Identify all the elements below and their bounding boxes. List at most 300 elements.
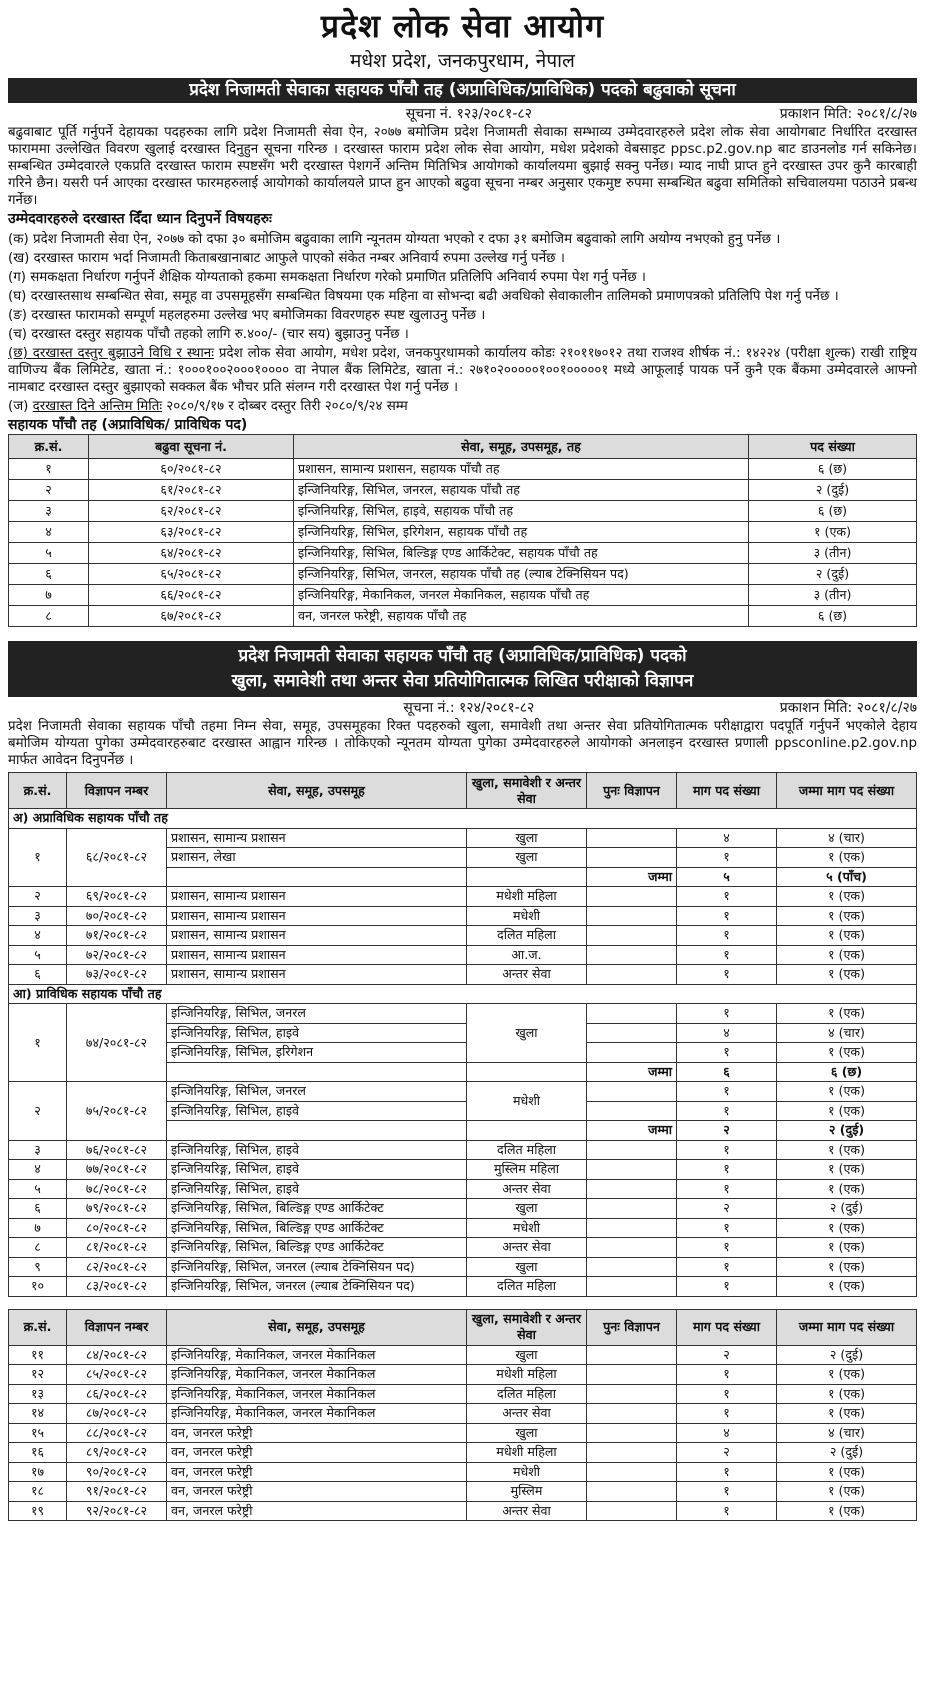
category-cell: दलित महिला (467, 1384, 587, 1404)
instruction-item-gha: (घ) दरखास्तसाथ सम्बन्धित सेवा, समूह वा उपसमूहसँग सम्बन्धित विषयमा एक महिना वा सोभन्दा बढी अवधिको सेवाकालीन तालिमको प्रमाणपत्रको प्रतिलिपि पेश गर्नु पर्नेछ । (8, 289, 839, 304)
table-row (9, 480, 917, 501)
category-cell: खुला (467, 1345, 587, 1365)
post-count-cell: ६ (छ) (749, 606, 917, 627)
serial-cell: ४ (9, 926, 67, 946)
total-demand-cell: १ (एक) (777, 1238, 917, 1258)
table-header-row (9, 773, 917, 809)
category-cell: अन्तर सेवा (467, 1404, 587, 1424)
total-demand-cell: १ (एक) (777, 1404, 917, 1424)
instruction-item-cha: (च) दरखास्त दस्तुर सहायक पाँचौ तहको लागि रु.४००/- (चार सय) बुझाउनु पर्नेछ । (8, 327, 409, 342)
demand-count-cell: १ (677, 926, 777, 946)
demand-count-cell: १ (677, 1140, 777, 1160)
readvertisement-cell (587, 1140, 677, 1160)
serial-cell: १८ (9, 1482, 67, 1502)
advertisement-number-cell: ७७/२०८१-८२ (67, 1160, 167, 1180)
total-demand-cell: १ (एक) (777, 1004, 917, 1024)
advertisement-number-cell: ६८/२०८१-८२ (67, 828, 167, 887)
demand-count-cell: २ (677, 1199, 777, 1219)
advertisement-number-cell: ८०/२०८१-८२ (67, 1218, 167, 1238)
column-header: खुला, समावेशी र अन्तर सेवा (467, 773, 587, 809)
service-group-cell: वन, जनरल फरेष्ट्री (167, 1443, 467, 1463)
readvertisement-cell (587, 1443, 677, 1463)
table-row (9, 585, 917, 606)
total-demand-cell: १ (एक) (777, 965, 917, 985)
total-demand-cell: १ (एक) (777, 1257, 917, 1277)
demand-count-cell: २ (677, 1443, 777, 1463)
demand-count-cell: १ (677, 887, 777, 907)
table-row (9, 1443, 917, 1463)
total-demand-cell: १ (एक) (777, 1218, 917, 1238)
readvertisement-cell (587, 1277, 677, 1297)
demand-count-cell: ४ (677, 1023, 777, 1043)
demand-count-cell: १ (677, 965, 777, 985)
column-header: जम्मा माग पद संख्या (777, 773, 917, 809)
instruction-item-chha (8, 345, 917, 396)
notice-number-cell: ६७/२०८१-८२ (89, 606, 294, 627)
advertisement-number-cell: ७०/२०८१-८२ (67, 906, 167, 926)
readvertisement-cell (587, 887, 677, 907)
table-row (9, 1179, 917, 1199)
notice1-meta (8, 105, 917, 124)
category-cell: खुला (467, 848, 587, 868)
readvertisement-cell (587, 945, 677, 965)
commission-title: प्रदेश लोक सेवा आयोग (320, 7, 605, 45)
service-group-cell: इन्जिनियरिङ्ग, सिभिल, हाइवे (167, 1160, 467, 1180)
total-demand-cell: १ (एक) (777, 926, 917, 946)
total-sum-cell: ५ (पाँच) (777, 867, 917, 887)
notice-number-cell: ६०/२०८१-८२ (89, 459, 294, 480)
instruction-item-ga: (ग) समकक्षता निर्धारण गर्नुपर्ने शैक्षिक योग्यताको हकमा समकक्षता निर्धारण गरेको प्रमाणित प्रतिलिपि अनिवार्य रुपमा पेश गर्नु पर्नेछ । (8, 270, 646, 285)
column-header: माग पद संख्या (677, 773, 777, 809)
service-group-cell: वन, जनरल फरेष्ट्री, सहायक पाँचौ तह (294, 606, 749, 627)
demand-count-cell: १ (677, 1384, 777, 1404)
empty-cell (467, 867, 587, 887)
demand-count-cell: १ (677, 1160, 777, 1180)
notice1-number: सूचना नं. १२३/२०८१-८२ (405, 106, 532, 122)
serial-cell: ५ (9, 945, 67, 965)
table-row (9, 1082, 917, 1102)
readvertisement-cell (587, 1257, 677, 1277)
advertisement-banner-line2: खुला, समावेशी तथा अन्तर सेवा प्रतियोगितात्मक लिखित परीक्षाको विज्ञापन (231, 671, 694, 691)
column-header: पद संख्या (749, 435, 917, 459)
demand-count-cell: १ (677, 1004, 777, 1024)
readvertisement-cell (587, 1238, 677, 1258)
notice1-intro: बढुवाबाट पूर्ति गर्नुपर्ने देहायका पदहरुका लागि प्रदेश निजामती सेवा ऐन, २०७७ बमोजिम प्रदेश निजामती सेवाका सम्भाव्य उम्मेदवारहरुले प्रदेश लोक सेवा आयोगबाट निर्धारित दरखास्त फाराममा उल्लेखित विवरण खुलाई दरखास्त दिनुहुन सूचना गरिन्छ । दरखास्त फाराम प्रदेश लोक सेवा आयोग, मधेश प्रदेशको वेबसाइट ppsc.p2.gov.np बाट डाउनलोड गर्न सकिनेछ। सम्बन्धित उम्मेदवारले एकप्रति दरखास्त फाराम स्पष्टसँग भरी दरखास्त पेशगर्ने अन्तिम मितिभित्र आयोगको कार्यालयमा बुझाई सक्नु पर्नेछ। म्याद नाघी प्राप्त हुने दरखास्त उपर कुनै कारबाही गरिने छैन। यसरी पर्न आएका दरखास्त फारमहरुलाई आयोगको कार्यालयले प्राप्त हुन आएको बढुवा सूचना नम्बर अनुसार एकमुष्ट रुपमा सम्बन्धित बढुवा समितिको सचिवालयमा पठाउने प्रबन्ध गर्नेछ। (8, 125, 917, 208)
category-cell: आ.ज. (467, 945, 587, 965)
total-demand-cell: २ (677, 1121, 777, 1141)
service-group-cell: प्रशासन, सामान्य प्रशासन (167, 926, 467, 946)
category-cell: अन्तर सेवा (467, 1179, 587, 1199)
post-count-cell: ३ (तीन) (749, 543, 917, 564)
serial-cell: १३ (9, 1384, 67, 1404)
post-count-cell: ६ (छ) (749, 501, 917, 522)
promotion-notice-banner: प्रदेश निजामती सेवाका सहायक पाँचौ तह (अप्राविधिक/प्राविधिक) पदको बढुवाको सूचना (8, 78, 917, 103)
advertisement-number-cell: ८८/२०८१-८२ (67, 1423, 167, 1443)
service-group-cell: इन्जिनियरिङ्ग, सिभिल, बिल्डिङ्ग एण्ड आर्किटेक्ट (167, 1199, 467, 1219)
category-cell: अन्तर सेवा (467, 1501, 587, 1521)
service-group-cell: वन, जनरल फरेष्ट्री (167, 1482, 467, 1502)
category-cell: मधेशी (467, 906, 587, 926)
advertisement-table (8, 772, 917, 1297)
service-group-cell: प्रशासन, लेखा (167, 848, 467, 868)
table-row (9, 543, 917, 564)
service-group-cell: इन्जिनियरिङ्ग, सिभिल, जनरल, सहायक पाँचौ तह (294, 480, 749, 501)
serial-cell: ९ (9, 1257, 67, 1277)
category-cell: दलित महिला (467, 926, 587, 946)
table-row (9, 522, 917, 543)
total-sum-cell: ६ (छ) (777, 1062, 917, 1082)
readvertisement-cell (587, 1345, 677, 1365)
notice-number-cell: ६२/२०८१-८२ (89, 501, 294, 522)
category-cell: खुला (467, 1423, 587, 1443)
service-group-cell: इन्जिनियरिङ्ग, सिभिल, जनरल (167, 1004, 467, 1024)
serial-cell: ८ (9, 1238, 67, 1258)
serial-cell: १४ (9, 1404, 67, 1424)
total-label-cell: जम्मा (587, 1062, 677, 1082)
serial-cell: १ (9, 828, 67, 887)
service-group-cell: इन्जिनियरिङ्ग, मेकानिकल, जनरल मेकानिकल (167, 1365, 467, 1385)
advertisement-number-cell: ८४/२०८१-८२ (67, 1345, 167, 1365)
column-header: क्र.सं. (9, 773, 67, 809)
serial-cell: २ (9, 887, 67, 907)
service-group-cell: इन्जिनियरिङ्ग, सिभिल, हाइवे, सहायक पाँचौ तह (294, 501, 749, 522)
demand-count-cell: ४ (677, 1423, 777, 1443)
readvertisement-cell (587, 1462, 677, 1482)
total-demand-cell: १ (एक) (777, 1140, 917, 1160)
serial-cell: ११ (9, 1345, 67, 1365)
demand-count-cell: १ (677, 1179, 777, 1199)
serial-cell: २ (9, 1082, 67, 1141)
service-group-cell: इन्जिनियरिङ्ग, सिभिल, जनरल (167, 1082, 467, 1102)
total-demand-cell: १ (एक) (777, 1482, 917, 1502)
deadline-label: दरखास्त दिने अन्तिम मितिः (32, 399, 163, 414)
column-header: खुला, समावेशी र अन्तर सेवा (467, 1309, 587, 1345)
notice2-date: प्रकाशन मिति: २०८१/८/२७ (779, 700, 917, 716)
category-cell: मुस्लिम महिला (467, 1160, 587, 1180)
table-row (9, 1199, 917, 1219)
notice-number-cell: ६१/२०८१-८२ (89, 480, 294, 501)
advertisement-number-cell: ९१/२०८१-८२ (67, 1482, 167, 1502)
demand-count-cell: १ (677, 1257, 777, 1277)
total-sum-cell: २ (दुई) (777, 1121, 917, 1141)
category-cell: मधेशी महिला (467, 1365, 587, 1385)
table-header-row (9, 1309, 917, 1345)
advertisement-number-cell: ७१/२०८१-८२ (67, 926, 167, 946)
total-demand-cell: १ (एक) (777, 1462, 917, 1482)
serial-cell: १५ (9, 1423, 67, 1443)
serial-cell: १ (9, 459, 89, 480)
total-demand-cell: २ (दुई) (777, 1345, 917, 1365)
serial-cell: ६ (9, 564, 89, 585)
readvertisement-cell (587, 1179, 677, 1199)
empty-cell (167, 867, 467, 887)
deadline-text: २०८०/९/१७ र दोब्बर दस्तुर तिरी २०८०/९/२४ सम्म (162, 399, 408, 414)
table-row (9, 1004, 917, 1024)
readvertisement-cell (587, 1423, 677, 1443)
demand-count-cell: १ (677, 1238, 777, 1258)
service-group-cell: वन, जनरल फरेष्ट्री (167, 1501, 467, 1521)
total-demand-cell: १ (एक) (777, 1365, 917, 1385)
group-heading-cell: आ) प्राविधिक सहायक पाँचौ तह (9, 984, 917, 1004)
table-header-row (9, 435, 917, 459)
table-row (9, 1482, 917, 1502)
advertisement-number-cell: ८३/२०८१-८२ (67, 1277, 167, 1297)
readvertisement-cell (587, 1218, 677, 1238)
table-row (9, 1160, 917, 1180)
readvertisement-cell (587, 1004, 677, 1024)
advertisement-banner-line1: प्रदेश निजामती सेवाका सहायक पाँचौ तह (अप्राविधिक/प्राविधिक) पदको (238, 646, 687, 666)
total-demand-cell: ४ (चार) (777, 1423, 917, 1443)
service-group-cell: इन्जिनियरिङ्ग, सिभिल, इरिगेशन, सहायक पाँचौ तह (294, 522, 749, 543)
notice-number-cell: ६६/२०८१-८२ (89, 585, 294, 606)
table-row (9, 945, 917, 965)
total-label-cell: जम्मा (587, 867, 677, 887)
serial-cell: ७ (9, 1218, 67, 1238)
readvertisement-cell (587, 1023, 677, 1043)
readvertisement-cell (587, 926, 677, 946)
category-cell: मुस्लिम (467, 1482, 587, 1502)
total-label-cell: जम्मा (587, 1121, 677, 1141)
table-row (9, 1238, 917, 1258)
empty-cell (467, 1121, 587, 1141)
service-group-cell: प्रशासन, सामान्य प्रशासन (167, 965, 467, 985)
service-group-cell: इन्जिनियरिङ्ग, मेकानिकल, जनरल मेकानिकल (167, 1404, 467, 1424)
demand-count-cell: ४ (677, 828, 777, 848)
service-group-cell: इन्जिनियरिङ्ग, सिभिल, हाइवे (167, 1023, 467, 1043)
advertisement-number-cell: ७९/२०८१-८२ (67, 1199, 167, 1219)
service-group-cell: इन्जिनियरिङ्ग, सिभिल, हाइवे (167, 1101, 467, 1121)
advertisement-number-cell: ७३/२०८१-८२ (67, 965, 167, 985)
service-group-cell: इन्जिनियरिङ्ग, सिभिल, हाइवे (167, 1179, 467, 1199)
table-row (9, 1404, 917, 1424)
empty-cell (167, 1062, 467, 1082)
advertisement-number-cell: ७६/२०८१-८२ (67, 1140, 167, 1160)
category-cell: खुला (467, 828, 587, 848)
instruction-item-kha: (ख) दरखास्त फाराम भर्दा निजामती किताबखानाबाट आफुले पाएको संकेत नम्बर अनिवार्य रुपमा उल्लेख गर्नु पर्नेछ । (8, 251, 565, 266)
notice-number-cell: ६३/२०८१-८२ (89, 522, 294, 543)
demand-count-cell: १ (677, 906, 777, 926)
category-cell: खुला (467, 1199, 587, 1219)
post-count-cell: ३ (तीन) (749, 585, 917, 606)
readvertisement-cell (587, 1101, 677, 1121)
serial-cell: ६ (9, 1199, 67, 1219)
total-demand-cell: १ (एक) (777, 1101, 917, 1121)
serial-cell: ४ (9, 522, 89, 543)
category-cell: मधेशी (467, 1218, 587, 1238)
serial-cell: ३ (9, 906, 67, 926)
readvertisement-cell (587, 1482, 677, 1502)
item-ja-prefix: (ज) (8, 399, 33, 414)
service-group-cell: इन्जिनियरिङ्ग, सिभिल, हाइवे (167, 1140, 467, 1160)
readvertisement-cell (587, 1199, 677, 1219)
service-group-cell: प्रशासन, सामान्य प्रशासन (167, 906, 467, 926)
column-header: विज्ञापन नम्बर (67, 773, 167, 809)
advertisement-number-cell: ७८/२०८१-८२ (67, 1179, 167, 1199)
group-heading-row (9, 809, 917, 829)
service-group-cell: इन्जिनियरिङ्ग, सिभिल, बिल्डिङ्ग एण्ड आर्किटेक्ट (167, 1238, 467, 1258)
demand-count-cell: १ (677, 1082, 777, 1102)
category-cell: अन्तर सेवा (467, 1238, 587, 1258)
service-group-cell: इन्जिनियरिङ्ग, सिभिल, जनरल (ल्याब टेक्निसियन पद) (167, 1257, 467, 1277)
service-group-cell: वन, जनरल फरेष्ट्री (167, 1462, 467, 1482)
readvertisement-cell (587, 1501, 677, 1521)
table-row (9, 1384, 917, 1404)
advertisement-banner (8, 641, 917, 697)
notice-number-cell: ६५/२०८१-८२ (89, 564, 294, 585)
fee-method-text: प्रदेश लोक सेवा आयोग, मधेश प्रदेश, जनकपुरधामको कार्यालय कोडः २१०११७०१२ तथा राजश्व शीर्षक नं.: १४२२४ (परीक्षा शुल्क) राखी राष्ट्रिय वाणिज्य बैंक लिमिटेड, खाता नं.: १०००१००२०००१०००० वा नेपाल बैंक लिमिटेड, खाता नं.: २७१०२०००००१००१०००००१ मध्ये आफूलाई पायक पर्ने कुनै एक बैंकमा उम्मेदवारले आफ्नो नामबाट दरखास्त दस्तुर बुझाएको सक्कल बैंक भौचर प्रति संलग्न गरी दरखास्त पेश गर्नु पर्नेछ । (8, 346, 917, 395)
serial-cell: ५ (9, 1179, 67, 1199)
demand-count-cell: १ (677, 1365, 777, 1385)
serial-cell: ७ (9, 585, 89, 606)
table-row (9, 1218, 917, 1238)
notice2-number: सूचना नं.: १२४/२०८१-८२ (403, 700, 535, 716)
total-demand-cell: ५ (677, 867, 777, 887)
notice1-date: प्रकाशन मिति: २०८१/८/२७ (779, 106, 917, 122)
demand-count-cell: १ (677, 1482, 777, 1502)
total-demand-cell: ६ (677, 1062, 777, 1082)
readvertisement-cell (587, 1160, 677, 1180)
readvertisement-cell (587, 848, 677, 868)
notice2-intro: प्रदेश निजामती सेवाका सहायक पाँचौ तहमा निम्न सेवा, समूह, उपसमूहका रिक्त पदहरुको खुला, समावेशी तथा अन्तर सेवा प्रतियोगितात्मक परीक्षाद्वारा पदपूर्ति गर्नुपर्ने भएकोले देहाय बमोजिम योग्यता पुगेका उम्मेदवारहरुबाट दरखास्त आह्वान गरिन्छ । तोकिएको न्यूनतम योग्यता पुगेका उम्मेदवारहरुले आयोगको अनलाइन दरखास्त प्रणाली ppsconline.p2.gov.np मार्फत आवेदन दिनुपर्नेछ । (8, 719, 917, 768)
serial-cell: १२ (9, 1365, 67, 1385)
column-header: सेवा, समूह, उपसमूह, तह (294, 435, 749, 459)
post-count-cell: २ (दुई) (749, 480, 917, 501)
readvertisement-cell (587, 828, 677, 848)
service-group-cell: इन्जिनियरिङ्ग, सिभिल, जनरल (ल्याब टेक्निसियन पद) (167, 1277, 467, 1297)
total-demand-cell: १ (एक) (777, 1160, 917, 1180)
service-group-cell: इन्जिनियरिङ्ग, सिभिल, जनरल, सहायक पाँचौ तह (ल्याब टेक्निसियन पद) (294, 564, 749, 585)
total-demand-cell: १ (एक) (777, 1384, 917, 1404)
service-group-cell: वन, जनरल फरेष्ट्री (167, 1423, 467, 1443)
commission-address: मधेश प्रदेश, जनकपुरधाम, नेपाल (350, 50, 575, 72)
table-row (9, 828, 917, 848)
demand-count-cell: २ (677, 1345, 777, 1365)
column-header: बढुवा सूचना नं. (89, 435, 294, 459)
readvertisement-cell (587, 906, 677, 926)
post-count-cell: ६ (छ) (749, 459, 917, 480)
table-row (9, 459, 917, 480)
serial-cell: १६ (9, 1443, 67, 1463)
column-header: जम्मा माग पद संख्या (777, 1309, 917, 1345)
table-row (9, 965, 917, 985)
column-header: क्र.सं. (9, 435, 89, 459)
total-demand-cell: १ (एक) (777, 1179, 917, 1199)
advertisement-number-cell: ८५/२०८१-८२ (67, 1365, 167, 1385)
total-demand-cell: १ (एक) (777, 1043, 917, 1063)
readvertisement-cell (587, 1082, 677, 1102)
serial-cell: ३ (9, 1140, 67, 1160)
column-header: विज्ञापन नम्बर (67, 1309, 167, 1345)
advertisement-number-cell: ७२/२०८१-८२ (67, 945, 167, 965)
table-row (9, 1462, 917, 1482)
instruction-item-nga: (ङ) दरखास्त फारामको सम्पूर्ण महलहरुमा उल्लेख भए बमोजिमका विवरणहरु स्पष्ट खुलाउनु पर्नेछ । (8, 308, 486, 323)
demand-count-cell: १ (677, 1277, 777, 1297)
demand-count-cell: १ (677, 1404, 777, 1424)
advertisement-number-cell: ९०/२०८१-८२ (67, 1462, 167, 1482)
service-group-cell: इन्जिनियरिङ्ग, सिभिल, इरिगेशन (167, 1043, 467, 1063)
total-demand-cell: ४ (चार) (777, 828, 917, 848)
category-cell: मधेशी (467, 1462, 587, 1482)
serial-cell: १९ (9, 1501, 67, 1521)
serial-cell: ३ (9, 501, 89, 522)
category-cell: मधेशी महिला (467, 1443, 587, 1463)
category-cell: दलित महिला (467, 1277, 587, 1297)
advertisement-number-cell: ८९/२०८१-८२ (67, 1443, 167, 1463)
advertisement-number-cell: ८१/२०८१-८२ (67, 1238, 167, 1258)
table-row (9, 1501, 917, 1521)
service-group-cell: प्रशासन, सामान्य प्रशासन (167, 945, 467, 965)
advertisement-number-cell: ८२/२०८१-८२ (67, 1257, 167, 1277)
serial-cell: १७ (9, 1462, 67, 1482)
notice-number-cell: ६४/२०८१-८२ (89, 543, 294, 564)
readvertisement-cell (587, 1384, 677, 1404)
demand-count-cell: १ (677, 848, 777, 868)
column-header: क्र.सं. (9, 1309, 67, 1345)
category-cell: अन्तर सेवा (467, 965, 587, 985)
service-group-cell: इन्जिनियरिङ्ग, सिभिल, बिल्डिङ्ग एण्ड आर्किटेक्ट (167, 1218, 467, 1238)
advertisement-number-cell: ८६/२०८१-८२ (67, 1384, 167, 1404)
readvertisement-cell (587, 1043, 677, 1063)
column-header: सेवा, समूह, उपसमूह (167, 1309, 467, 1345)
advertisement-number-cell: ७४/२०८१-८२ (67, 1004, 167, 1082)
readvertisement-cell (587, 965, 677, 985)
demand-count-cell: १ (677, 1043, 777, 1063)
readvertisement-cell (587, 1365, 677, 1385)
table-row (9, 1277, 917, 1297)
table-row (9, 1345, 917, 1365)
total-demand-cell: १ (एक) (777, 945, 917, 965)
advertisement-number-cell: ९२/२०८१-८२ (67, 1501, 167, 1521)
total-demand-cell: १ (एक) (777, 1277, 917, 1297)
post-count-cell: १ (एक) (749, 522, 917, 543)
demand-count-cell: १ (677, 1462, 777, 1482)
serial-cell: ४ (9, 1160, 67, 1180)
total-demand-cell: ४ (चार) (777, 1023, 917, 1043)
serial-cell: ८ (9, 606, 89, 627)
demand-count-cell: १ (677, 1501, 777, 1521)
serial-cell: २ (9, 480, 89, 501)
service-group-cell: इन्जिनियरिङ्ग, सिभिल, बिल्डिङ्ग एण्ड आर्किटेक्ट, सहायक पाँचौ तह (294, 543, 749, 564)
fee-method-label: (छ) दरखास्त दस्तुर बुझाउने विधि र स्थानः (8, 346, 214, 361)
service-group-cell: प्रशासन, सामान्य प्रशासन (167, 828, 467, 848)
column-header: पुनः विज्ञापन (587, 773, 677, 809)
table-row (9, 926, 917, 946)
demand-count-cell: १ (677, 945, 777, 965)
serial-cell: १० (9, 1277, 67, 1297)
serial-cell: ६ (9, 965, 67, 985)
group-heading-row (9, 984, 917, 1004)
table-row (9, 1365, 917, 1385)
table-row (9, 906, 917, 926)
group-heading-cell: अ) अप्राविधिक सहायक पाँचौ तह (9, 809, 917, 829)
service-group-cell: प्रशासन, सामान्य प्रशासन, सहायक पाँचौ तह (294, 459, 749, 480)
total-demand-cell: १ (एक) (777, 887, 917, 907)
serial-cell: ५ (9, 543, 89, 564)
advertisement-number-cell: ७५/२०८१-८२ (67, 1082, 167, 1141)
table-row (9, 564, 917, 585)
notice2-meta (8, 699, 917, 718)
category-cell: मधेशी (467, 1082, 587, 1121)
total-demand-cell: २ (दुई) (777, 1443, 917, 1463)
promotion-table-title: सहायक पाँचौ तह (अप्राविधिक/ प्राविधिक पद) (8, 417, 248, 433)
category-cell: मधेशी महिला (467, 887, 587, 907)
service-group-cell: इन्जिनियरिङ्ग, मेकानिकल, जनरल मेकानिकल (167, 1345, 467, 1365)
instruction-item-ja (8, 398, 917, 415)
promotion-table (8, 434, 917, 627)
table-row (9, 501, 917, 522)
table-row (9, 606, 917, 627)
total-demand-cell: २ (दुई) (777, 1199, 917, 1219)
